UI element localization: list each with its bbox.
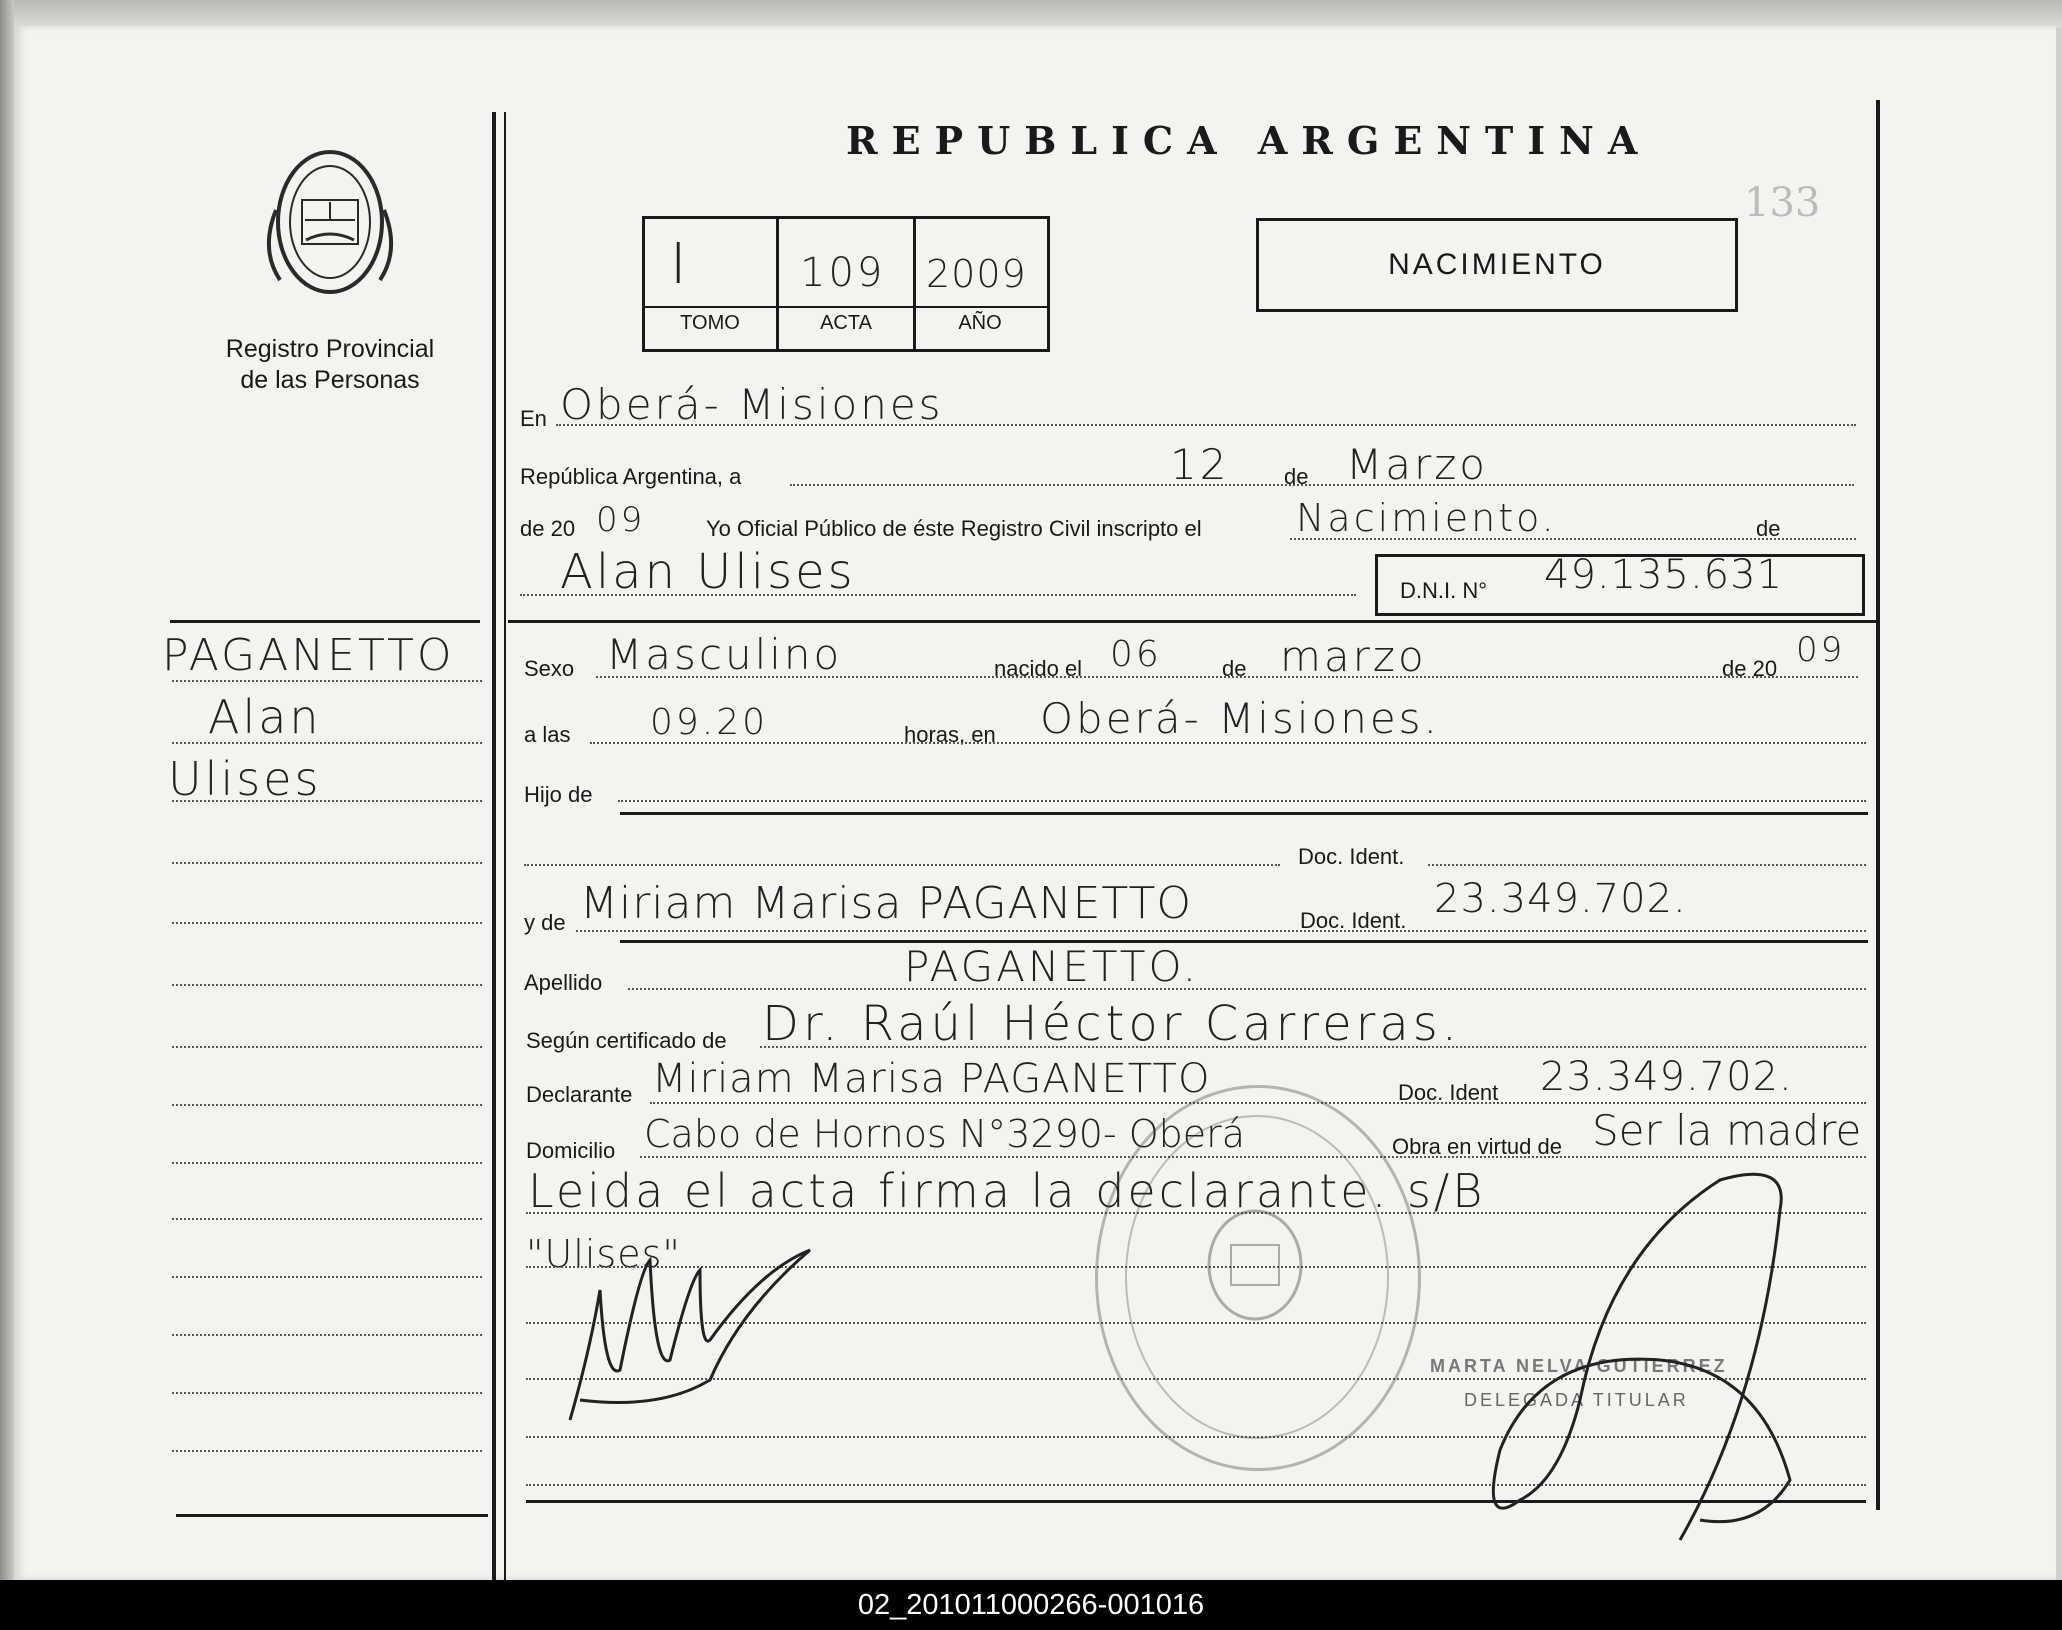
mother-value: Miriam Marisa PAGANETTO — [580, 878, 1192, 929]
declarante-value: Miriam Marisa PAGANETTO — [652, 1056, 1211, 1102]
mother-rule — [620, 940, 1868, 943]
margin-dotted-line — [172, 984, 482, 986]
birth-day-value: 06 — [1110, 634, 1162, 675]
date-line — [790, 484, 1854, 486]
margin-dotted-line — [172, 1392, 482, 1394]
yde-label: y de — [524, 910, 566, 935]
en-label: En — [520, 406, 547, 431]
acta-value: 109 — [800, 250, 886, 296]
margin-dotted-line — [172, 680, 482, 682]
horas-label: horas, en — [904, 722, 996, 747]
anio-label: AÑO — [958, 312, 1002, 334]
note-line-2: "Ulises" — [526, 1232, 681, 1276]
nacido-label: nacido el — [994, 656, 1083, 681]
margin-dotted-line — [172, 1162, 482, 1164]
en-value: Oberá- Misiones — [560, 380, 944, 429]
margin-dotted-line — [172, 742, 482, 744]
registry-line-2: de las Personas — [240, 366, 420, 394]
margin-dotted-line — [172, 862, 482, 864]
de-label-2: de — [1756, 516, 1781, 541]
declarant-signature — [560, 1230, 840, 1430]
domicilio-value: Cabo de Hornos N°3290- Oberá — [644, 1112, 1246, 1156]
apellido-value: PAGANETTO. — [904, 942, 1200, 991]
doc-ident-label-2: Doc. Ident. — [1300, 908, 1407, 933]
oficial-label: Yo Oficial Público de éste Registro Civil inscripto el — [706, 516, 1202, 541]
page-title: REPUBLICA ARGENTINA — [846, 118, 1652, 163]
officer-title: DELEGADA TITULAR — [1464, 1390, 1689, 1410]
margin-dotted-line — [172, 1450, 482, 1452]
provincial-seal-icon — [250, 140, 410, 310]
book-spine — [0, 0, 14, 1580]
father-line — [524, 864, 1280, 866]
margin-dotted-line — [172, 1218, 482, 1220]
anio-value: 2009 — [926, 252, 1027, 296]
father-doc-line — [1428, 864, 1866, 866]
obra-value: Ser la madre — [1592, 1106, 1862, 1155]
margin-surname: PAGANETTO — [162, 630, 455, 681]
hour-value: 09.20 — [650, 702, 769, 743]
hijo-rule — [620, 812, 1868, 815]
sexo-label: Sexo — [524, 656, 575, 681]
section-rule — [508, 620, 1876, 623]
place-value: Oberá- Misiones. — [1040, 694, 1440, 743]
de-label: de — [1284, 464, 1309, 489]
tomo-value: I — [670, 232, 690, 297]
child-name-value: Alan Ulises — [560, 544, 856, 600]
registry-name — [196, 334, 464, 396]
en-line — [556, 424, 1856, 426]
official-signature — [1460, 1150, 1840, 1550]
margin-dotted-line — [172, 1046, 482, 1048]
sexo-line — [596, 676, 1858, 678]
mother-line — [576, 930, 1866, 932]
margin-dotted-line — [172, 922, 482, 924]
hijo-label: Hijo de — [524, 782, 593, 807]
note-line-1: Leida el acta firma la declarante. s/B — [528, 1164, 1486, 1218]
margin-bottom-rule — [176, 1514, 488, 1517]
doc-ident-label-3: Doc. Ident — [1398, 1080, 1499, 1105]
day-value: 12 — [1170, 440, 1230, 489]
inscripto-line — [1290, 538, 1856, 540]
apellido-line — [628, 988, 1866, 990]
certificado-value: Dr. Raúl Héctor Carreras. — [762, 996, 1462, 1052]
hijo-line — [618, 800, 1866, 802]
birth-month-value: marzo — [1280, 632, 1427, 681]
margin-dotted-line — [172, 800, 482, 802]
registry-line-1: Registro Provincial — [225, 335, 435, 363]
margin-dotted-line — [172, 1276, 482, 1278]
inscripto-value: Nacimiento. — [1296, 496, 1557, 540]
year-value: 09 — [596, 500, 646, 540]
officer-name: MARTA NELVA GUTIERREZ — [1430, 1356, 1728, 1376]
apellido-label: Apellido — [524, 970, 603, 995]
sexo-value: Masculino — [606, 630, 843, 679]
margin-first-name: Alan — [208, 690, 322, 744]
margin-dotted-line — [172, 1104, 482, 1106]
de20-label: de 20 — [520, 516, 576, 541]
mother-doc-value: 23.349.702. — [1434, 876, 1687, 922]
tomo-label: TOMO — [680, 312, 740, 334]
child-name-line — [520, 594, 1356, 596]
stamp-seal-icon — [1195, 1205, 1315, 1325]
dni-label: D.N.I. N° — [1400, 578, 1488, 603]
acta-label: ACTA — [820, 312, 872, 334]
left-frame-line — [492, 112, 496, 1580]
margin-dotted-line — [172, 1334, 482, 1336]
domicilio-label: Domicilio — [526, 1138, 616, 1163]
place-line — [590, 742, 1866, 744]
margin-top-rule — [170, 620, 480, 623]
right-frame-line — [1876, 100, 1880, 1510]
book-edge-top — [0, 0, 2062, 28]
page-number: 133 — [1744, 180, 1821, 226]
dni-value: 49.135.631 — [1544, 552, 1784, 598]
certificado-label: Según certificado de — [526, 1028, 727, 1053]
month-value: Marzo — [1346, 440, 1488, 489]
declarante-doc-value: 23.349.702. — [1540, 1054, 1793, 1100]
republica-label: República Argentina, a — [520, 464, 742, 489]
obra-label: Obra en virtud de — [1392, 1134, 1562, 1159]
birth-year-value: 09 — [1796, 630, 1846, 670]
record-type: NACIMIENTO — [1256, 218, 1738, 312]
doc-ident-label: Doc. Ident. — [1298, 844, 1405, 869]
certificado-line — [760, 1046, 1866, 1048]
margin-second-name: Ulises — [168, 752, 322, 806]
de-label-3: de — [1222, 656, 1247, 681]
declarante-label: Declarante — [526, 1082, 633, 1107]
record-box-rule — [642, 306, 1048, 308]
left-frame-line-inner — [504, 112, 506, 1580]
de20-label-2: de 20 — [1722, 656, 1778, 681]
footer-id: 02_201011000266-001016 — [0, 1580, 2062, 1630]
alas-label: a las — [524, 722, 571, 747]
